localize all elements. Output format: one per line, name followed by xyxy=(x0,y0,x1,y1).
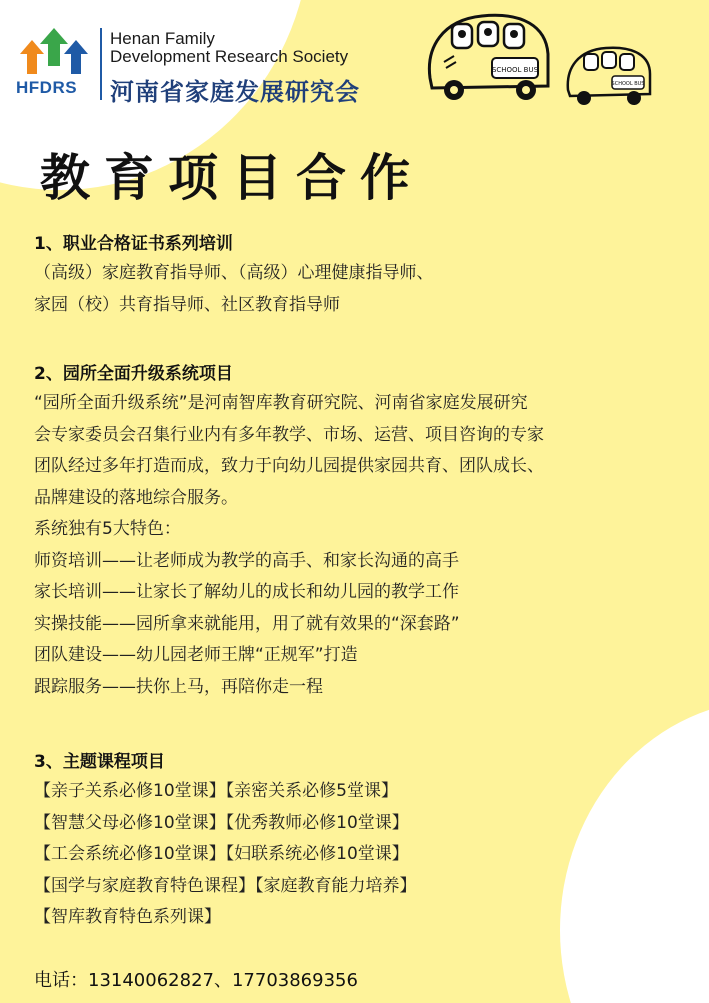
logo-name-english xyxy=(110,30,348,66)
text-line: 系统独有5大特色： xyxy=(34,519,181,539)
logo-name-chinese: 河南省家庭发展研究会 xyxy=(110,78,360,106)
text-line: 团队建设——幼儿园老师王牌“正规军”打造 xyxy=(34,645,358,665)
page-title: 教育项目合作 xyxy=(40,149,424,207)
section-heading: 2、园所全面升级系统项目 xyxy=(34,364,233,384)
course-line: 【国学与家庭教育特色课程】【家庭教育能力培养】 xyxy=(34,875,417,896)
course-line: 【亲子关系必修10堂课】【亲密关系必修5堂课】 xyxy=(34,781,398,801)
text-line: （高级）家庭教育指导师、（高级）心理健康指导师、 xyxy=(34,263,434,283)
people-arrows-icon xyxy=(14,26,94,78)
text-line: “园所全面升级系统”是河南智库教育研究院、河南省家庭发展研究 xyxy=(34,393,528,413)
school-bus-icon xyxy=(422,8,554,104)
bus-small-sign: SCHOOL BUS xyxy=(611,81,645,87)
text-line: 家长培训——让家长了解幼儿的成长和幼儿园的教学工作 xyxy=(34,582,459,602)
school-bus-small-icon xyxy=(562,42,654,108)
contact-phone: 电话：13140062827、17703869356 xyxy=(34,970,358,991)
text-line: 实操技能——园所拿来就能用，用了就有效果的“深套路” xyxy=(34,613,460,634)
section-vocational-training xyxy=(34,230,684,321)
logo-abbreviation: HFDRS xyxy=(16,78,78,97)
section-heading: 1、职业合格证书系列培训 xyxy=(34,234,233,254)
text-line: 会专家委员会召集行业内有多年教学、市场、运营、项目咨询的专家 xyxy=(34,424,544,445)
bus-sign: SCHOOL BUS xyxy=(491,66,539,74)
text-line: 师资培训——让老师成为教学的高手、和家长沟通的高手 xyxy=(34,550,459,571)
section-heading: 3、主题课程项目 xyxy=(34,752,165,772)
logo-name-english-line2: Development Research Society xyxy=(110,47,349,66)
logo-name-english-line1: Henan Family xyxy=(110,29,215,48)
text-line: 品牌建设的落地综合服务。 xyxy=(34,487,238,508)
text-line: 团队经过多年打造而成，致力于向幼儿园提供家园共育、团队成长、 xyxy=(34,456,544,476)
text-line: 家园（校）共育指导师、社区教育指导师 xyxy=(34,294,340,315)
text-line: 跟踪服务——扶你上马，再陪你走一程 xyxy=(34,676,323,697)
course-line: 【工会系统必修10堂课】【妇联系统必修10堂课】 xyxy=(34,844,409,864)
section-theme-courses xyxy=(34,748,684,934)
course-line: 【智库教育特色系列课】 xyxy=(34,907,221,927)
hfdrs-logo xyxy=(14,26,414,106)
course-line: 【智慧父母必修10堂课】【优秀教师必修10堂课】 xyxy=(34,812,409,833)
section-kindergarten-upgrade xyxy=(34,360,684,703)
logo-divider xyxy=(100,28,102,100)
